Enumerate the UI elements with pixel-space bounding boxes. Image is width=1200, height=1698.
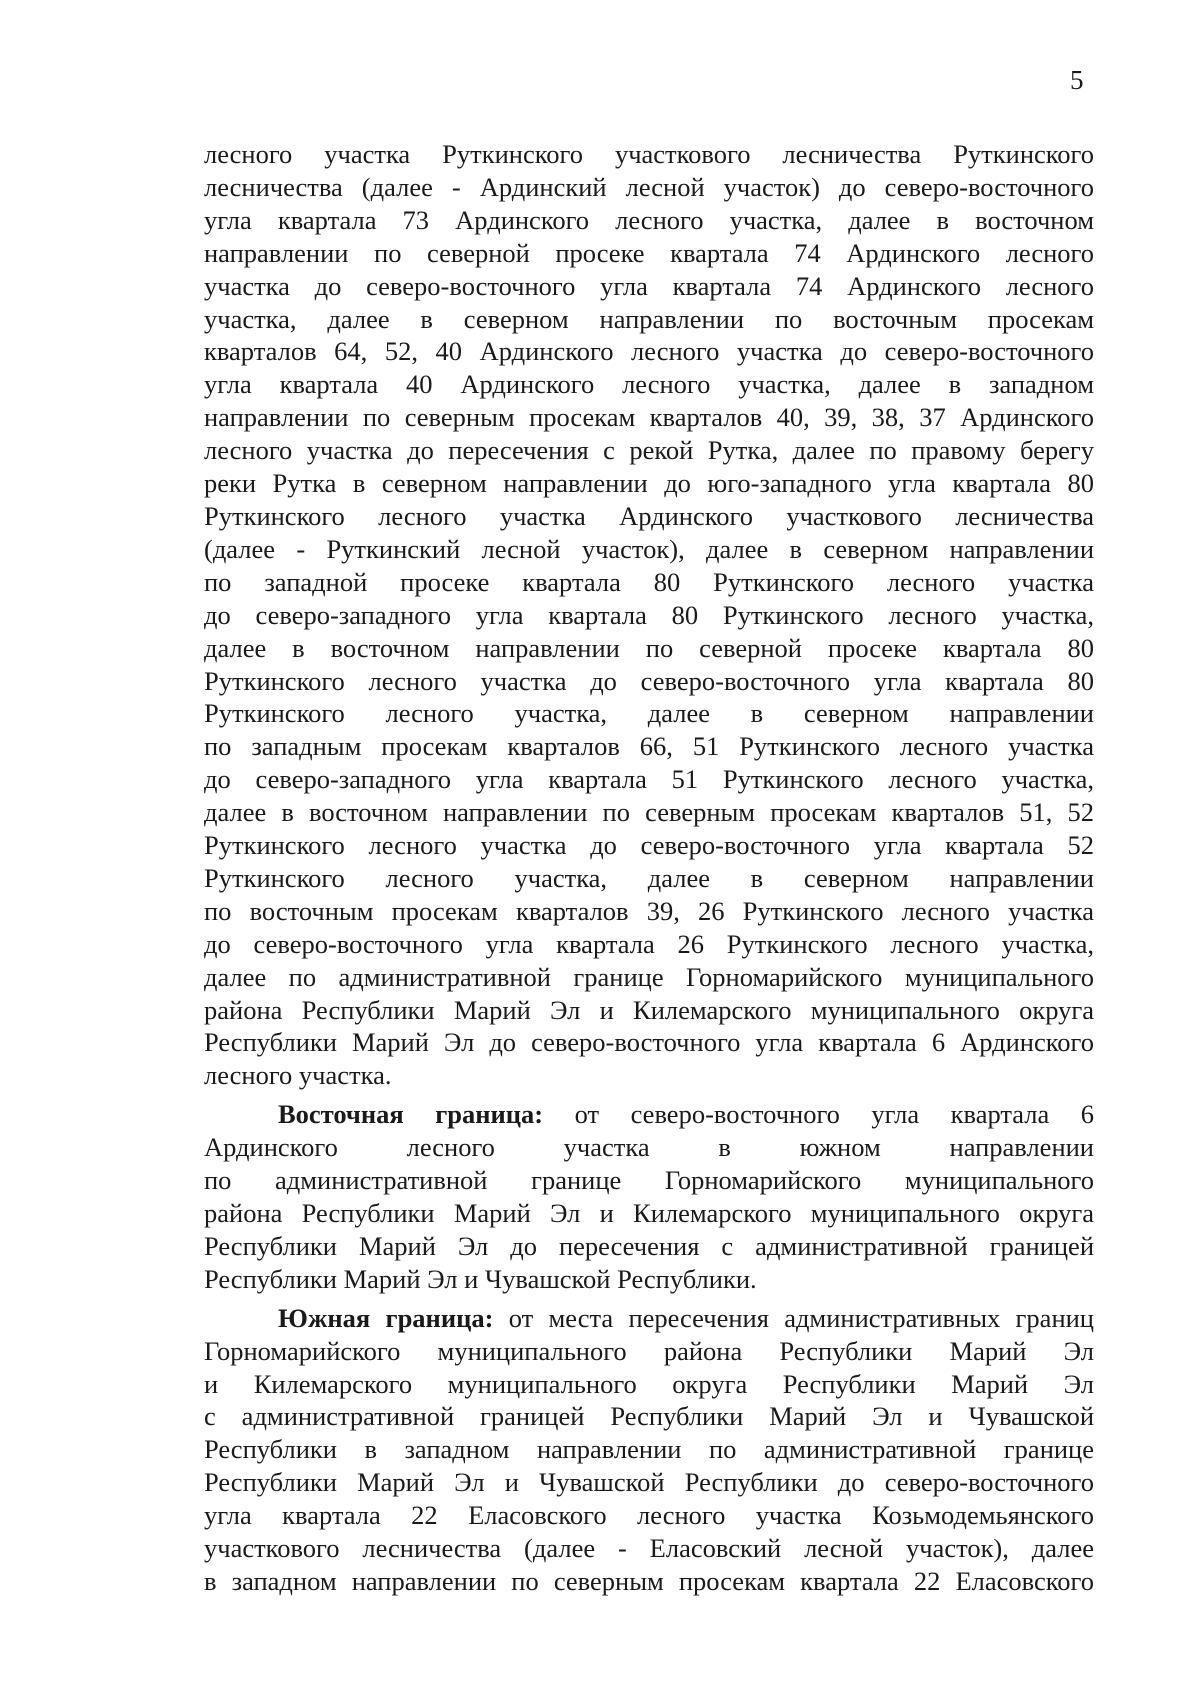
text-fragment: от места пересечения административных границ [493,1302,1094,1333]
text-line: далее по административной границе Горномарийского муниципального [204,961,1094,992]
text-line: Руткинского лесного участка, далее в северном направлении [204,862,1094,893]
text-line: с административной границей Республики Марий Эл и Чувашской [204,1401,1094,1432]
text-line: (далее - Руткинский лесной участок), далее в северном направлении [204,533,1094,564]
text-line: до северо-западного угла квартала 51 Руткинского лесного участка, [204,764,1094,795]
text-line: Горномарийского муниципального района Республики Марий Эл [204,1335,1094,1366]
text-line [204,1302,1094,1335]
paragraph-southern-boundary [204,1302,1094,1598]
text-line: лесного участка Руткинского участкового лесничества Руткинского [204,139,1094,169]
text-line [204,1098,1094,1131]
text-line: Республики Марий Эл до северо-восточного угла квартала 6 Ардинского [204,1027,1094,1058]
text-line: до северо-восточного угла квартала 26 Руткинского лесного участка, [204,928,1094,959]
text-line: далее в восточном направлении по северным просекам кварталов 51, 52 [204,797,1094,828]
text-line: Республики в западном направлении по административной границе [204,1434,1094,1465]
text-line: Руткинского лесного участка, далее в северном направлении [204,698,1094,729]
text-line: по западным просекам кварталов 66, 51 Руткинского лесного участка [204,731,1094,762]
text-line: лесного участка. [204,1060,392,1091]
text-line: участкового лесничества (далее - Еласовский лесной участок), далее [204,1533,1094,1564]
text-line: Руткинского лесного участка Ардинского участкового лесничества [204,500,1094,531]
text-line: Республики Марий Эл и Чувашской Республики до северо-восточного [204,1467,1094,1498]
text-line: направлении по северным просекам кварталов 40, 39, 38, 37 Ардинского [204,402,1094,433]
text-line: далее в восточном направлении по северной просеке квартала 80 [204,632,1094,663]
paragraph-eastern-boundary [204,1098,1094,1295]
text-line: района Республики Марий Эл и Килемарского муниципального округа [204,1198,1094,1228]
text-line: и Килемарского муниципального округа Республики Марий Эл [204,1368,1094,1399]
text-line: лесного участка до пересечения с рекой Рутка, далее по правому берегу [204,435,1094,466]
text-line: угла квартала 73 Ардинского лесного участка, далее в восточном [204,204,1094,235]
section-heading-eastern: Восточная граница: [278,1099,544,1130]
text-line: по западной просеке квартала 80 Руткинского лесного участка [204,566,1094,597]
text-line: в западном направлении по северным просекам квартала 22 Еласовского [204,1565,1094,1596]
text-line: до северо-западного угла квартала 80 Руткинского лесного участка, [204,599,1094,630]
text-line: реки Рутка в северном направлении до юго-западного угла квартала 80 [204,468,1094,499]
text-line: Республики Марий Эл до пересечения с административной границей [204,1230,1094,1261]
text-line: по восточным просекам кварталов 39, 26 Руткинского лесного участка [204,895,1094,926]
text-line: района Республики Марий Эл и Килемарского муниципального округа [204,994,1094,1025]
text-line: Руткинского лесного участка до северо-восточного угла квартала 52 [204,830,1094,861]
text-fragment: от северо-восточного угла квартала 6 [543,1099,1094,1130]
text-line: участка, далее в северном направлении по восточным просекам [204,303,1094,334]
text-line: лесничества (далее - Ардинский лесной участок) до северо-восточного [204,171,1094,202]
page-number: 5 [1070,65,1084,95]
text-line: Республики Марий Эл и Чувашской Республики. [204,1263,757,1294]
text-line: участка до северо-восточного угла квартала 74 Ардинского лесного [204,270,1094,301]
text-line: Ардинского лесного участка в южном направлении [204,1132,1094,1163]
text-line: по административной границе Горномарийского муниципального [204,1165,1094,1196]
text-line: Руткинского лесного участка до северо-восточного угла квартала 80 [204,665,1094,696]
paragraph-continuation [204,138,1094,1092]
section-heading-southern: Южная граница: [278,1302,494,1333]
document-body [204,138,1094,1598]
text-line: угла квартала 40 Ардинского лесного участка, далее в западном [204,369,1094,400]
text-line: угла квартала 22 Еласовского лесного участка Козьмодемьянского [204,1500,1094,1531]
text-line: кварталов 64, 52, 40 Ардинского лесного участка до северо-восточного [204,336,1094,367]
text-line: направлении по северной просеке квартала 74 Ардинского лесного [204,237,1094,268]
